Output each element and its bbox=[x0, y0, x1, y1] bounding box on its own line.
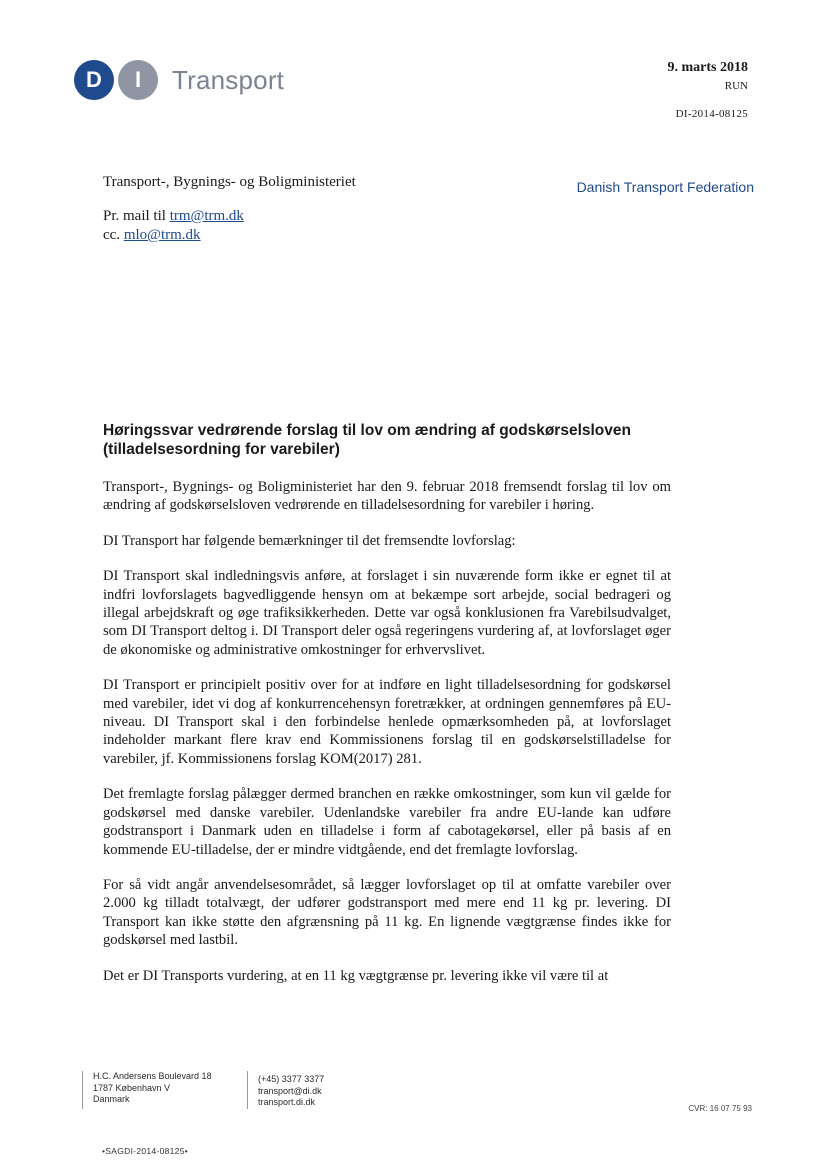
paragraph: For så vidt angår anvendelsesområdet, så lægger lovforslaget op til at omfatte varebiler over 2.000 kg tilladt totalvægt, der udfører godstransport med mere end 11 kg pr. levering. DI Transport kan ikke støtte den afgrænsning på 11 kg. En lignende vægtgrænse findes ikke for godskørsel med lastbil. bbox=[103, 876, 671, 949]
website[interactable]: transport.di.dk bbox=[258, 1097, 316, 1107]
logo-wordmark: Transport bbox=[172, 64, 285, 95]
author-initials: RUN bbox=[724, 80, 748, 92]
mail-to-line bbox=[103, 208, 244, 225]
logo-i-circle: I bbox=[118, 60, 158, 100]
letter-date: 9. marts 2018 bbox=[667, 60, 748, 75]
paragraph: Transport-, Bygnings- og Boligministeriet har den 9. februar 2018 fremsendt forslag til lov om ændring af godskørselsloven vedrørende en tilladelsesordning for varebiler i høring. bbox=[103, 479, 671, 514]
phone-number: (+45) 3377 3377 bbox=[258, 1074, 325, 1084]
cvr-number: CVR: 16 07 75 93 bbox=[688, 1104, 752, 1113]
letter-body bbox=[103, 478, 671, 1002]
paragraph: DI Transport skal indledningsvis anføre, at forslaget i sin nuværende form ikke er egnet til at indfri lovforslagets bagvedliggende hensyn om at bekæmpe sort arbejde, social bedrageri og illegal arbejdskraft og øge trafiksikkerheden. Dette var også konklusionen fra Varebilsudvalget, som DI Transport deltog i. DI Transport deler også regeringens vurdering af, at lovforslaget øger de økonomiske og administrative omkostninger for erhvervslivet. bbox=[103, 568, 671, 658]
footer-address bbox=[93, 1071, 212, 1106]
mail-cc-link[interactable]: mlo@trm.dk bbox=[123, 227, 201, 243]
footer-divider bbox=[82, 1071, 83, 1109]
paragraph: DI Transport er principielt positiv over for at indføre en light tilladelsesordning for godskørsel med varebiler, idet vi dog af konkurrencehensyn foretrækker, at ordningen gennemføres på EU-niveau. DI Transport skal i den forbindelse henlede opmærksomheden på, at lovforslaget indeholder markant flere krav end Kommissionens forslag til en godskørselstilladelse for varebiler, jf. Kommissionens forslag KOM(2017) 281. bbox=[103, 677, 671, 767]
paragraph: Det er DI Transports vurdering, at en 11 kg vægtgrænse pr. levering ikke vil være til at bbox=[103, 967, 609, 984]
footer-divider bbox=[247, 1071, 248, 1109]
mail-cc-line bbox=[103, 227, 201, 244]
case-stamp: •SAGDI-2014-08125• bbox=[102, 1146, 189, 1156]
cc-prefix: cc. bbox=[103, 227, 121, 243]
address-line: H.C. Andersens Boulevard 18 bbox=[93, 1071, 212, 1081]
paragraph: Det fremlagte forslag pålægger dermed branchen en række omkostninger, som kun vil gælde for godskørsel med danske varebiler. Udenlandske varebiler fra andre EU-lande kan udføre godstransport i Danmark uden en tilladelse i form af cabotagekørsel, eller på basis af en kommende EU-tilladelse, der er mindre vidtgående, end det fremlagte lovforslag. bbox=[103, 786, 671, 858]
di-transport-logo bbox=[74, 60, 284, 100]
mail-prefix: Pr. mail til bbox=[103, 208, 166, 224]
address-line: Danmark bbox=[93, 1094, 130, 1104]
logo-d-circle: D bbox=[74, 60, 114, 100]
paragraph: DI Transport har følgende bemærkninger til det fremsendte lovforslag: bbox=[103, 532, 516, 549]
reference-number: DI-2014-08125 bbox=[675, 108, 748, 120]
mail-to-link[interactable]: trm@trm.dk bbox=[169, 208, 244, 224]
document-title: Høringssvar vedrørende forslag til lov om ændring af godskørselsloven (tilladelsesordning for varebiler) bbox=[103, 422, 631, 458]
address-line: 1787 København V bbox=[93, 1082, 171, 1093]
footer-contact bbox=[258, 1074, 324, 1109]
federation-name: Danish Transport Federation bbox=[576, 179, 754, 195]
addressee: Transport-, Bygnings- og Boligministeriet bbox=[103, 174, 356, 190]
email-address[interactable]: transport@di.dk bbox=[258, 1085, 322, 1096]
